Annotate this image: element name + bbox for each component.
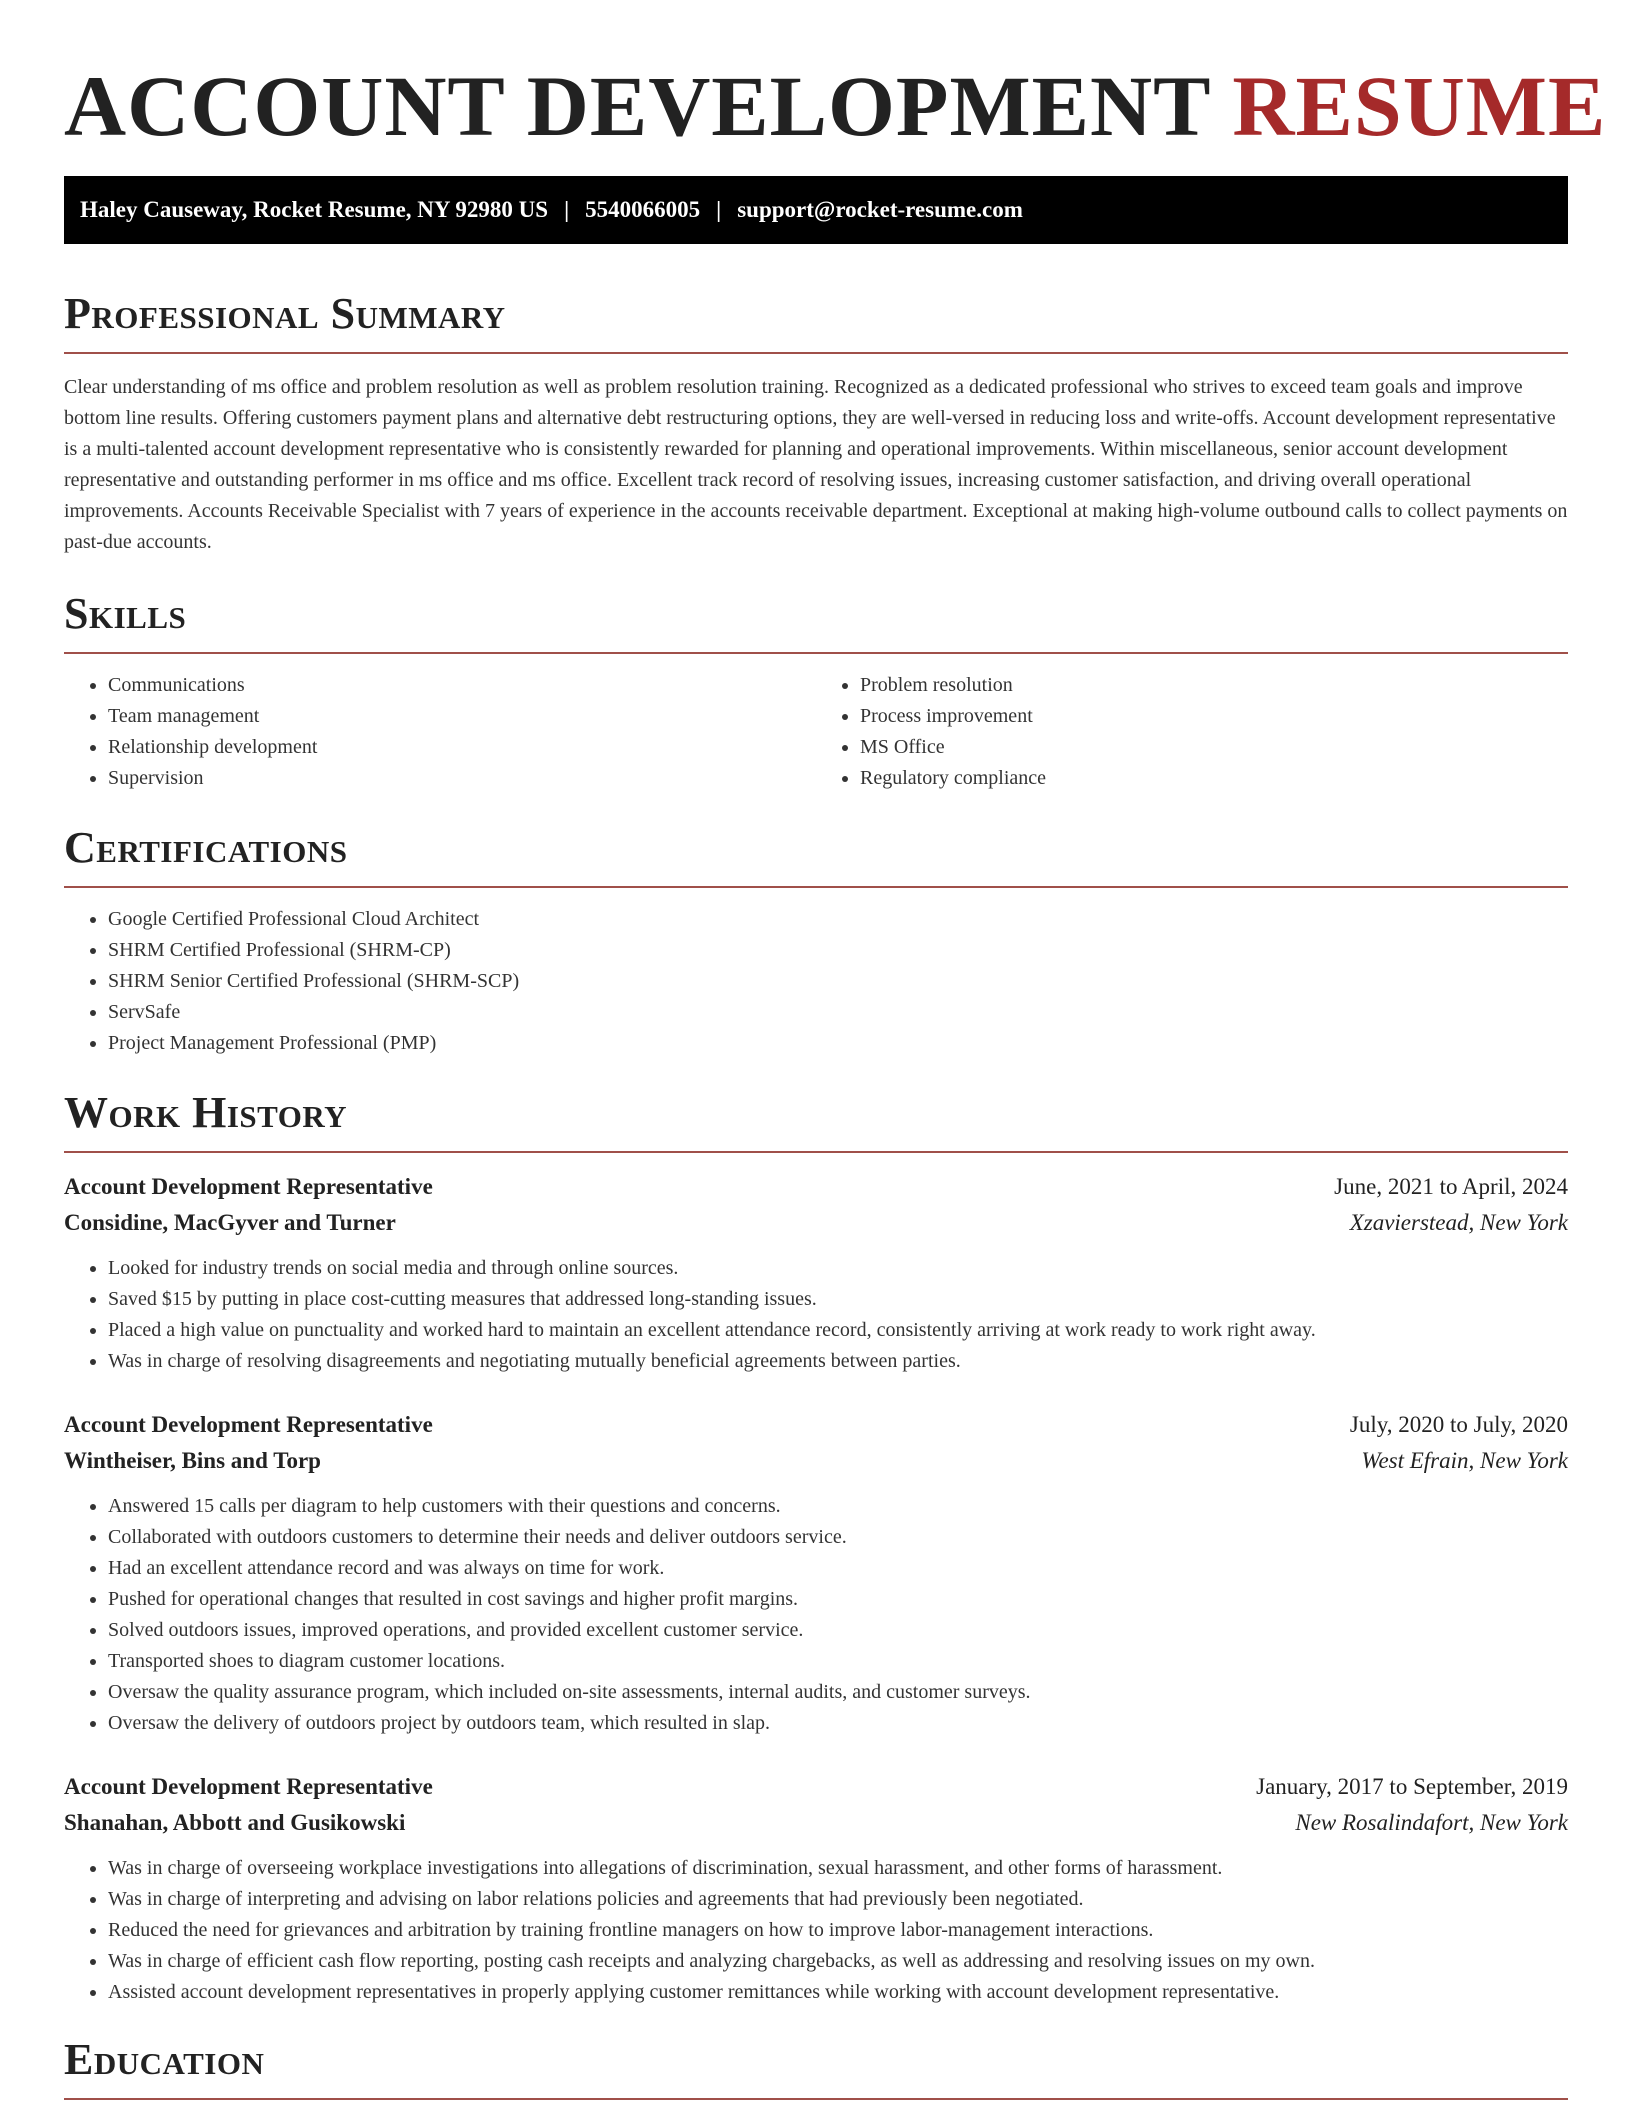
skills-right-list	[816, 670, 1568, 794]
contact-email[interactable]: support@rocket-resume.com	[737, 197, 1023, 222]
job-title: Account Development Representative	[64, 1774, 433, 1799]
contact-address: Haley Causeway, Rocket Resume, NY 92980 US	[80, 197, 549, 222]
job-entry	[64, 1769, 1568, 2008]
certifications-heading: Certifications	[64, 823, 348, 872]
list-item: • SHRM Senior Certified Professional (SHRM-SCP)	[108, 966, 1568, 997]
job-entry	[64, 1407, 1568, 1739]
work-history-heading: Work History	[64, 1088, 348, 1137]
contact-bar	[64, 176, 1568, 244]
contact-separator: |	[564, 197, 570, 222]
list-item: • Was in charge of overseeing workplace investigations into allegations of discrimination, sexual harassment, and other forms of harassment.	[108, 1853, 1568, 1884]
job-dates: July, 2020 to July, 2020	[1349, 1412, 1568, 1437]
skills-section	[64, 588, 1568, 794]
job-location: New Rosalindafort, New York	[1295, 1810, 1568, 1835]
skills-heading: Skills	[64, 589, 187, 638]
resume-title	[64, 0, 1607, 156]
list-item: • Had an excellent attendance record and was always on time for work.	[108, 1553, 1568, 1584]
list-item: • Process improvement	[860, 701, 1568, 732]
list-item: • Pushed for operational changes that resulted in cost savings and higher profit margins.	[108, 1584, 1568, 1615]
list-item: • Saved $15 by putting in place cost-cutting measures that addressed long-standing issues.	[108, 1284, 1568, 1315]
work-history-section	[64, 1087, 1568, 2008]
contact-phone[interactable]: 5540066005	[585, 197, 701, 222]
list-item: • Transported shoes to diagram customer locations.	[108, 1646, 1568, 1677]
list-item: • Oversaw the quality assurance program, which included on-site assessments, internal audits, and customer surveys.	[108, 1677, 1568, 1708]
list-item: • Google Certified Professional Cloud Architect	[108, 904, 1568, 935]
list-item: • Was in charge of interpreting and advising on labor relations policies and agreements that had previously been negotiated.	[108, 1884, 1568, 1915]
title-main: ACCOUNT DEVELOPMENT	[64, 58, 1210, 154]
list-item: • Oversaw the delivery of outdoors project by outdoors team, which resulted in slap.	[108, 1708, 1568, 1739]
list-item: • Relationship development	[108, 732, 816, 763]
job-location: Xzavierstead, New York	[1349, 1210, 1568, 1235]
job-location: West Efrain, New York	[1361, 1448, 1568, 1473]
job-bullets	[64, 1253, 1568, 1377]
summary-text: Clear understanding of ms office and problem resolution as well as problem resolution training. Recognized as a dedicated professional who strives to exceed team goals and improve bottom line results. Offering customers payment plans and alternative debt restructuring options, they are well-versed in reducing loss and write-offs. Account development representative is a multi-talented account development representative who is consistently rewarded for planning and operational improvements. Within miscellaneous, senior account development representative and outstanding performer in ms office and ms office. Excellent track record of resolving issues, increasing customer satisfaction, and driving overall operational improvements. Accounts Receivable Specialist with 7 years of experience in the accounts receivable department. Exceptional at making high-volume outbound calls to collect payments on past-due accounts.	[64, 376, 1568, 553]
contact-separator: |	[716, 197, 722, 222]
title-accent: RESUME	[1232, 58, 1607, 154]
job-title: Account Development Representative	[64, 1174, 433, 1199]
job-entry	[64, 1169, 1568, 1377]
section-divider	[64, 652, 1568, 654]
list-item: • Was in charge of efficient cash flow reporting, posting cash receipts and analyzing chargebacks, as well as addressing and resolving issues on my own.	[108, 1946, 1568, 1977]
list-item: • Looked for industry trends on social media and through online sources.	[108, 1253, 1568, 1284]
list-item: • SHRM Certified Professional (SHRM-CP)	[108, 935, 1568, 966]
list-item: • Problem resolution	[860, 670, 1568, 701]
education-section	[64, 2034, 1568, 2100]
job-company: Considine, MacGyver and Turner	[64, 1210, 396, 1235]
list-item: • Supervision	[108, 763, 816, 794]
list-item: • Team management	[108, 701, 816, 732]
section-divider	[64, 886, 1568, 888]
list-item: • Assisted account development representatives in properly applying customer remittances while working with account development representative.	[108, 1977, 1568, 2008]
job-bullets	[64, 1853, 1568, 2008]
list-item: • Project Management Professional (PMP)	[108, 1028, 1568, 1059]
job-dates: January, 2017 to September, 2019	[1256, 1774, 1568, 1799]
list-item: • MS Office	[860, 732, 1568, 763]
list-item: • Solved outdoors issues, improved operations, and provided excellent customer service.	[108, 1615, 1568, 1646]
summary-section	[64, 288, 1568, 558]
job-bullets	[64, 1491, 1568, 1739]
list-item: • Regulatory compliance	[860, 763, 1568, 794]
education-heading: Education	[64, 2035, 265, 2084]
section-divider	[64, 2098, 1568, 2100]
list-item: • ServSafe	[108, 997, 1568, 1028]
list-item: • Answered 15 calls per diagram to help customers with their questions and concerns.	[108, 1491, 1568, 1522]
skills-grid	[64, 670, 1568, 794]
summary-heading: Professional Summary	[64, 289, 506, 338]
job-title: Account Development Representative	[64, 1412, 433, 1437]
certifications-list	[64, 904, 1568, 1059]
list-item: • Reduced the need for grievances and arbitration by training frontline managers on how to improve labor-management interactions.	[108, 1915, 1568, 1946]
certifications-section	[64, 822, 1568, 1059]
list-item: • Placed a high value on punctuality and worked hard to maintain an excellent attendance record, consistently arriving at work ready to work right away.	[108, 1315, 1568, 1346]
list-item: • Communications	[108, 670, 816, 701]
job-company: Shanahan, Abbott and Gusikowski	[64, 1810, 406, 1835]
job-company: Wintheiser, Bins and Torp	[64, 1448, 321, 1473]
job-dates: June, 2021 to April, 2024	[1334, 1174, 1568, 1199]
list-item: • Was in charge of resolving disagreements and negotiating mutually beneficial agreements between parties.	[108, 1346, 1568, 1377]
section-divider	[64, 352, 1568, 354]
skills-left-list	[64, 670, 816, 794]
list-item: • Collaborated with outdoors customers to determine their needs and deliver outdoors service.	[108, 1522, 1568, 1553]
section-divider	[64, 1151, 1568, 1153]
